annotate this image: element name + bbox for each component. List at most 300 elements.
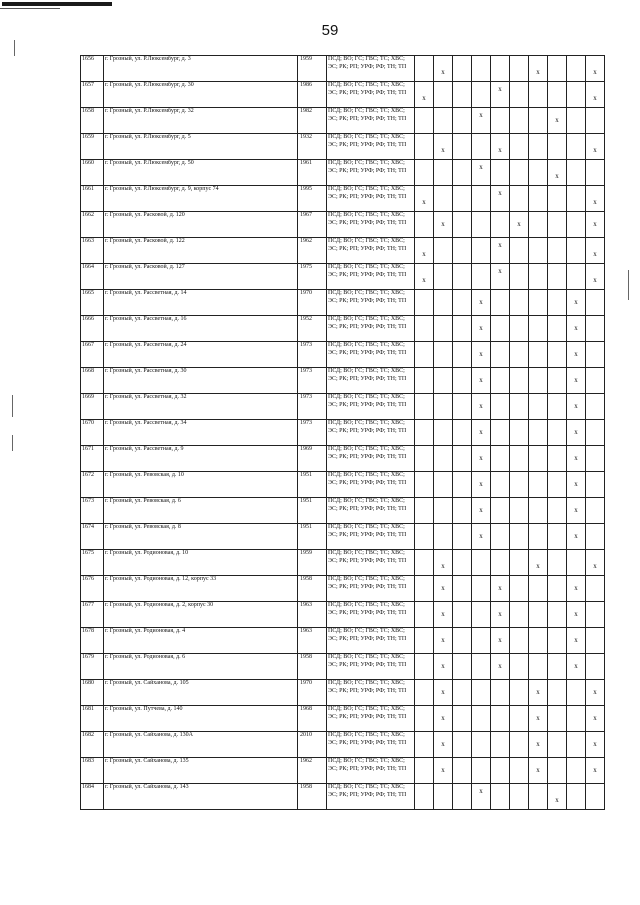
mark-cell: [586, 732, 605, 758]
mark-cell: [510, 264, 529, 290]
mark-cell: [510, 368, 529, 394]
address-cell: г. Грозный, ул. Ревовская, д. 8: [104, 524, 298, 550]
mark-x: x: [441, 561, 445, 570]
mark-cell: [529, 602, 548, 628]
table-row: [81, 472, 605, 498]
mark-cell: [415, 628, 434, 654]
row-number-cell: 1668: [81, 368, 104, 394]
mark-cell: [472, 394, 491, 420]
scan-mark: [14, 40, 15, 56]
systems-cell: ПСД; ВО; ГС; ГВС; ТС; ХВС; ЭС; РК; РП; УРФ; РФ; ТН; ТП: [327, 108, 415, 134]
mark-cell: [453, 498, 472, 524]
mark-cell: [472, 446, 491, 472]
mark-cell: [434, 342, 453, 368]
mark-cell: [434, 368, 453, 394]
mark-cell: [586, 264, 605, 290]
year-built-cell: 1958: [298, 576, 327, 602]
systems-cell: ПСД; ВО; ГС; ГВС; ТС; ХВС; ЭС; РК; РП; УРФ; РФ; ТН; ТП: [327, 654, 415, 680]
address-cell: г. Грозный, ул. Рассветная, д. 32: [104, 394, 298, 420]
mark-cell: [453, 732, 472, 758]
mark-cell: [510, 342, 529, 368]
mark-cell: [548, 394, 567, 420]
mark-cell: [567, 108, 586, 134]
mark-cell: [510, 420, 529, 446]
year-built-cell: 1963: [298, 628, 327, 654]
address-cell: г. Грозный, ул. Р.Люксембург, д. 9, корпус 74: [104, 186, 298, 212]
systems-cell: ПСД; ВО; ГС; ГВС; ТС; ХВС; ЭС; РК; РП; УРФ; РФ; ТН; ТП: [327, 212, 415, 238]
mark-cell: [453, 108, 472, 134]
mark-cell: [586, 186, 605, 212]
mark-cell: [491, 524, 510, 550]
mark-cell: [434, 238, 453, 264]
mark-cell: [567, 316, 586, 342]
mark-cell: [472, 290, 491, 316]
mark-cell: [510, 628, 529, 654]
mark-x: x: [574, 661, 578, 670]
mark-cell: [472, 134, 491, 160]
mark-cell: [548, 108, 567, 134]
mark-cell: [548, 212, 567, 238]
year-built-cell: 1970: [298, 290, 327, 316]
row-number-cell: 1678: [81, 628, 104, 654]
mark-cell: [510, 238, 529, 264]
mark-cell: [567, 368, 586, 394]
mark-cell: [491, 56, 510, 82]
mark-cell: [415, 186, 434, 212]
mark-cell: [567, 186, 586, 212]
row-number-cell: 1657: [81, 82, 104, 108]
systems-cell: ПСД; ВО; ГС; ГВС; ТС; ХВС; ЭС; РК; РП; УРФ; РФ; ТН; ТП: [327, 758, 415, 784]
table-row: [81, 108, 605, 134]
mark-cell: [415, 602, 434, 628]
year-built-cell: 1973: [298, 368, 327, 394]
mark-cell: [491, 576, 510, 602]
mark-cell: [529, 706, 548, 732]
mark-cell: [415, 56, 434, 82]
mark-cell: [453, 602, 472, 628]
mark-cell: [453, 758, 472, 784]
mark-cell: [491, 654, 510, 680]
address-cell: г. Грозный, ул. Р.Люксембург, д. 3: [104, 56, 298, 82]
mark-cell: [472, 732, 491, 758]
mark-cell: [491, 264, 510, 290]
row-number-cell: 1672: [81, 472, 104, 498]
mark-cell: [548, 264, 567, 290]
row-number-cell: 1679: [81, 654, 104, 680]
mark-cell: [453, 82, 472, 108]
year-built-cell: 1951: [298, 472, 327, 498]
mark-cell: [548, 524, 567, 550]
mark-cell: [453, 212, 472, 238]
mark-cell: [453, 394, 472, 420]
mark-x: x: [593, 67, 597, 76]
table-row: [81, 576, 605, 602]
mark-x: x: [574, 635, 578, 644]
mark-cell: [472, 368, 491, 394]
mark-cell: [472, 706, 491, 732]
mark-cell: [491, 212, 510, 238]
mark-cell: [529, 628, 548, 654]
year-built-cell: 1932: [298, 134, 327, 160]
row-number-cell: 1665: [81, 290, 104, 316]
mark-cell: [415, 160, 434, 186]
mark-cell: [529, 550, 548, 576]
mark-cell: [529, 576, 548, 602]
mark-cell: [548, 186, 567, 212]
row-number-cell: 1675: [81, 550, 104, 576]
mark-cell: [491, 680, 510, 706]
mark-cell: [586, 238, 605, 264]
mark-x: x: [498, 583, 502, 592]
mark-cell: [415, 316, 434, 342]
mark-cell: [586, 290, 605, 316]
mark-cell: [415, 732, 434, 758]
table-row: [81, 758, 605, 784]
row-number-cell: 1669: [81, 394, 104, 420]
mark-cell: [567, 784, 586, 810]
mark-cell: [510, 472, 529, 498]
mark-cell: [529, 264, 548, 290]
table-body: [81, 56, 605, 810]
mark-cell: [472, 342, 491, 368]
address-cell: г. Грозный, ул. Рассветная, д. 30: [104, 368, 298, 394]
mark-cell: [415, 784, 434, 810]
mark-x: x: [536, 687, 540, 696]
systems-cell: ПСД; ВО; ГС; ГВС; ТС; ХВС; ЭС; РК; РП; УРФ; РФ; ТН; ТП: [327, 680, 415, 706]
mark-x: x: [555, 115, 559, 124]
mark-cell: [529, 368, 548, 394]
mark-x: x: [479, 297, 483, 306]
year-built-cell: 1986: [298, 82, 327, 108]
header-rule-thin: [0, 8, 60, 9]
mark-cell: [529, 108, 548, 134]
mark-x: x: [593, 561, 597, 570]
address-cell: г. Грозный, ул. Сайханова, д. 130А: [104, 732, 298, 758]
mark-cell: [567, 160, 586, 186]
mark-cell: [434, 212, 453, 238]
table-row: [81, 82, 605, 108]
mark-x: x: [479, 323, 483, 332]
row-number-cell: 1673: [81, 498, 104, 524]
mark-cell: [491, 472, 510, 498]
mark-cell: [491, 160, 510, 186]
mark-cell: [567, 732, 586, 758]
mark-cell: [415, 758, 434, 784]
mark-cell: [434, 420, 453, 446]
mark-cell: [453, 628, 472, 654]
mark-x: x: [479, 786, 483, 795]
mark-x: x: [536, 713, 540, 722]
mark-cell: [415, 706, 434, 732]
mark-cell: [415, 524, 434, 550]
mark-cell: [586, 342, 605, 368]
mark-cell: [453, 160, 472, 186]
mark-cell: [567, 524, 586, 550]
mark-x: x: [479, 401, 483, 410]
mark-cell: [510, 576, 529, 602]
mark-cell: [567, 680, 586, 706]
mark-cell: [529, 316, 548, 342]
mark-cell: [434, 706, 453, 732]
year-built-cell: 1968: [298, 706, 327, 732]
mark-cell: [567, 212, 586, 238]
mark-x: x: [574, 583, 578, 592]
mark-cell: [491, 238, 510, 264]
mark-cell: [491, 602, 510, 628]
mark-cell: [567, 56, 586, 82]
mark-x: x: [441, 145, 445, 154]
mark-x: x: [441, 609, 445, 618]
mark-cell: [529, 446, 548, 472]
mark-cell: [415, 290, 434, 316]
mark-x: x: [479, 162, 483, 171]
year-built-cell: 1962: [298, 238, 327, 264]
address-cell: г. Грозный, ул. Расковой, д. 127: [104, 264, 298, 290]
mark-x: x: [498, 188, 502, 197]
systems-cell: ПСД; ВО; ГС; ГВС; ТС; ХВС; ЭС; РК; РП; УРФ; РФ; ТН; ТП: [327, 160, 415, 186]
systems-cell: ПСД; ВО; ГС; ГВС; ТС; ХВС; ЭС; РК; РП; УРФ; РФ; ТН; ТП: [327, 134, 415, 160]
year-built-cell: 1973: [298, 342, 327, 368]
row-number-cell: 1662: [81, 212, 104, 238]
mark-cell: [491, 108, 510, 134]
mark-cell: [491, 446, 510, 472]
address-cell: г. Грозный, ул. Рассветная, д. 24: [104, 342, 298, 368]
systems-cell: ПСД; ВО; ГС; ГВС; ТС; ХВС; ЭС; РК; РП; УРФ; РФ; ТН; ТП: [327, 576, 415, 602]
mark-cell: [548, 550, 567, 576]
mark-x: x: [574, 323, 578, 332]
mark-cell: [586, 446, 605, 472]
mark-cell: [548, 134, 567, 160]
mark-cell: [434, 732, 453, 758]
mark-cell: [491, 758, 510, 784]
mark-cell: [548, 290, 567, 316]
systems-cell: ПСД; ВО; ГС; ГВС; ТС; ХВС; ЭС; РК; РП; УРФ; РФ; ТН; ТП: [327, 186, 415, 212]
mark-x: x: [441, 661, 445, 670]
mark-x: x: [479, 427, 483, 436]
mark-cell: [586, 550, 605, 576]
row-number-cell: 1663: [81, 238, 104, 264]
systems-cell: ПСД; ВО; ГС; ГВС; ТС; ХВС; ЭС; РК; РП; УРФ; РФ; ТН; ТП: [327, 602, 415, 628]
mark-cell: [510, 82, 529, 108]
mark-x: x: [593, 145, 597, 154]
mark-cell: [586, 784, 605, 810]
mark-cell: [529, 394, 548, 420]
systems-cell: ПСД; ВО; ГС; ГВС; ТС; ХВС; ЭС; РК; РП; УРФ; РФ; ТН; ТП: [327, 706, 415, 732]
mark-cell: [472, 160, 491, 186]
table-row: [81, 368, 605, 394]
mark-cell: [453, 342, 472, 368]
scan-mark: [628, 270, 629, 300]
mark-cell: [415, 654, 434, 680]
mark-cell: [548, 472, 567, 498]
mark-cell: [491, 784, 510, 810]
mark-x: x: [479, 375, 483, 384]
mark-x: x: [479, 453, 483, 462]
address-cell: г. Грозный, ул. Путчева, д. 140: [104, 706, 298, 732]
mark-cell: [567, 628, 586, 654]
mark-cell: [415, 368, 434, 394]
row-number-cell: 1683: [81, 758, 104, 784]
systems-cell: ПСД; ВО; ГС; ГВС; ТС; ХВС; ЭС; РК; РП; УРФ; РФ; ТН; ТП: [327, 550, 415, 576]
mark-x: x: [441, 739, 445, 748]
mark-cell: [510, 56, 529, 82]
mark-x: x: [498, 145, 502, 154]
mark-cell: [472, 186, 491, 212]
year-built-cell: 1951: [298, 498, 327, 524]
mark-x: x: [422, 93, 426, 102]
mark-cell: [529, 186, 548, 212]
mark-cell: [434, 758, 453, 784]
mark-cell: [567, 602, 586, 628]
mark-cell: [453, 524, 472, 550]
mark-x: x: [479, 505, 483, 514]
mark-cell: [491, 342, 510, 368]
mark-cell: [434, 784, 453, 810]
row-number-cell: 1671: [81, 446, 104, 472]
mark-cell: [491, 290, 510, 316]
address-cell: г. Грозный, ул. Рассветная, д. 14: [104, 290, 298, 316]
mark-cell: [491, 628, 510, 654]
mark-cell: [415, 82, 434, 108]
mark-x: x: [574, 531, 578, 540]
mark-cell: [567, 290, 586, 316]
table-row: [81, 290, 605, 316]
address-cell: г. Грозный, ул. Родионовая, д. 4: [104, 628, 298, 654]
mark-cell: [567, 472, 586, 498]
mark-x: x: [593, 93, 597, 102]
mark-x: x: [441, 713, 445, 722]
table-row: [81, 732, 605, 758]
year-built-cell: 1963: [298, 602, 327, 628]
mark-cell: [472, 550, 491, 576]
mark-cell: [529, 238, 548, 264]
mark-cell: [586, 576, 605, 602]
header-rule: [2, 2, 112, 6]
table-row: [81, 316, 605, 342]
address-cell: г. Грозный, ул. Рассветная, д. 34: [104, 420, 298, 446]
address-cell: г. Грозный, ул. Ревовская, д. 10: [104, 472, 298, 498]
mark-cell: [567, 576, 586, 602]
mark-cell: [586, 394, 605, 420]
table-row: [81, 498, 605, 524]
systems-cell: ПСД; ВО; ГС; ГВС; ТС; ХВС; ЭС; РК; РП; УРФ; РФ; ТН; ТП: [327, 342, 415, 368]
mark-x: x: [574, 401, 578, 410]
mark-x: x: [441, 67, 445, 76]
address-cell: г. Грозный, ул. Расковой, д. 122: [104, 238, 298, 264]
mark-cell: [434, 654, 453, 680]
mark-x: x: [422, 275, 426, 284]
mark-cell: [548, 56, 567, 82]
mark-cell: [567, 758, 586, 784]
mark-cell: [434, 290, 453, 316]
mark-cell: [434, 524, 453, 550]
mark-x: x: [441, 687, 445, 696]
mark-cell: [434, 550, 453, 576]
mark-x: x: [422, 249, 426, 258]
mark-cell: [472, 576, 491, 602]
table-row: [81, 550, 605, 576]
mark-x: x: [574, 609, 578, 618]
mark-cell: [453, 784, 472, 810]
mark-cell: [472, 238, 491, 264]
mark-cell: [415, 342, 434, 368]
mark-cell: [510, 732, 529, 758]
mark-cell: [453, 550, 472, 576]
table-row: [81, 784, 605, 810]
mark-cell: [510, 316, 529, 342]
mark-cell: [510, 706, 529, 732]
mark-cell: [415, 238, 434, 264]
mark-cell: [453, 472, 472, 498]
mark-cell: [529, 472, 548, 498]
mark-x: x: [536, 561, 540, 570]
systems-cell: ПСД; ВО; ГС; ГВС; ТС; ХВС; ЭС; РК; РП; УРФ; РФ; ТН; ТП: [327, 290, 415, 316]
systems-cell: ПСД; ВО; ГС; ГВС; ТС; ХВС; ЭС; РК; РП; УРФ; РФ; ТН; ТП: [327, 56, 415, 82]
year-built-cell: 1952: [298, 316, 327, 342]
mark-cell: [510, 524, 529, 550]
mark-x: x: [593, 687, 597, 696]
mark-cell: [453, 368, 472, 394]
mark-cell: [415, 498, 434, 524]
mark-cell: [529, 732, 548, 758]
mark-cell: [434, 264, 453, 290]
mark-x: x: [422, 197, 426, 206]
mark-cell: [586, 420, 605, 446]
mark-cell: [491, 394, 510, 420]
mark-cell: [548, 602, 567, 628]
mark-cell: [453, 186, 472, 212]
mark-cell: [529, 134, 548, 160]
mark-cell: [586, 56, 605, 82]
mark-x: x: [574, 479, 578, 488]
mark-x: x: [593, 739, 597, 748]
address-cell: г. Грозный, ул. Родионовая, д. 10: [104, 550, 298, 576]
row-number-cell: 1664: [81, 264, 104, 290]
mark-cell: [567, 264, 586, 290]
mark-cell: [472, 316, 491, 342]
mark-cell: [548, 82, 567, 108]
mark-x: x: [593, 219, 597, 228]
mark-cell: [434, 472, 453, 498]
year-built-cell: 1958: [298, 784, 327, 810]
mark-x: x: [593, 249, 597, 258]
mark-cell: [491, 316, 510, 342]
mark-cell: [491, 550, 510, 576]
table-row: [81, 160, 605, 186]
mark-cell: [472, 212, 491, 238]
mark-cell: [453, 56, 472, 82]
mark-cell: [434, 602, 453, 628]
mark-cell: [434, 680, 453, 706]
mark-cell: [529, 784, 548, 810]
mark-cell: [548, 446, 567, 472]
mark-cell: [510, 680, 529, 706]
table-row: [81, 524, 605, 550]
mark-cell: [434, 446, 453, 472]
row-number-cell: 1681: [81, 706, 104, 732]
row-number-cell: 1670: [81, 420, 104, 446]
mark-x: x: [498, 84, 502, 93]
mark-cell: [548, 316, 567, 342]
mark-cell: [529, 56, 548, 82]
year-built-cell: 1973: [298, 420, 327, 446]
systems-cell: ПСД; ВО; ГС; ГВС; ТС; ХВС; ЭС; РК; РП; УРФ; РФ; ТН; ТП: [327, 368, 415, 394]
address-cell: г. Грозный, ул. Рассветная, д. 9: [104, 446, 298, 472]
mark-cell: [548, 628, 567, 654]
mark-cell: [472, 472, 491, 498]
mark-cell: [586, 680, 605, 706]
mark-cell: [548, 706, 567, 732]
